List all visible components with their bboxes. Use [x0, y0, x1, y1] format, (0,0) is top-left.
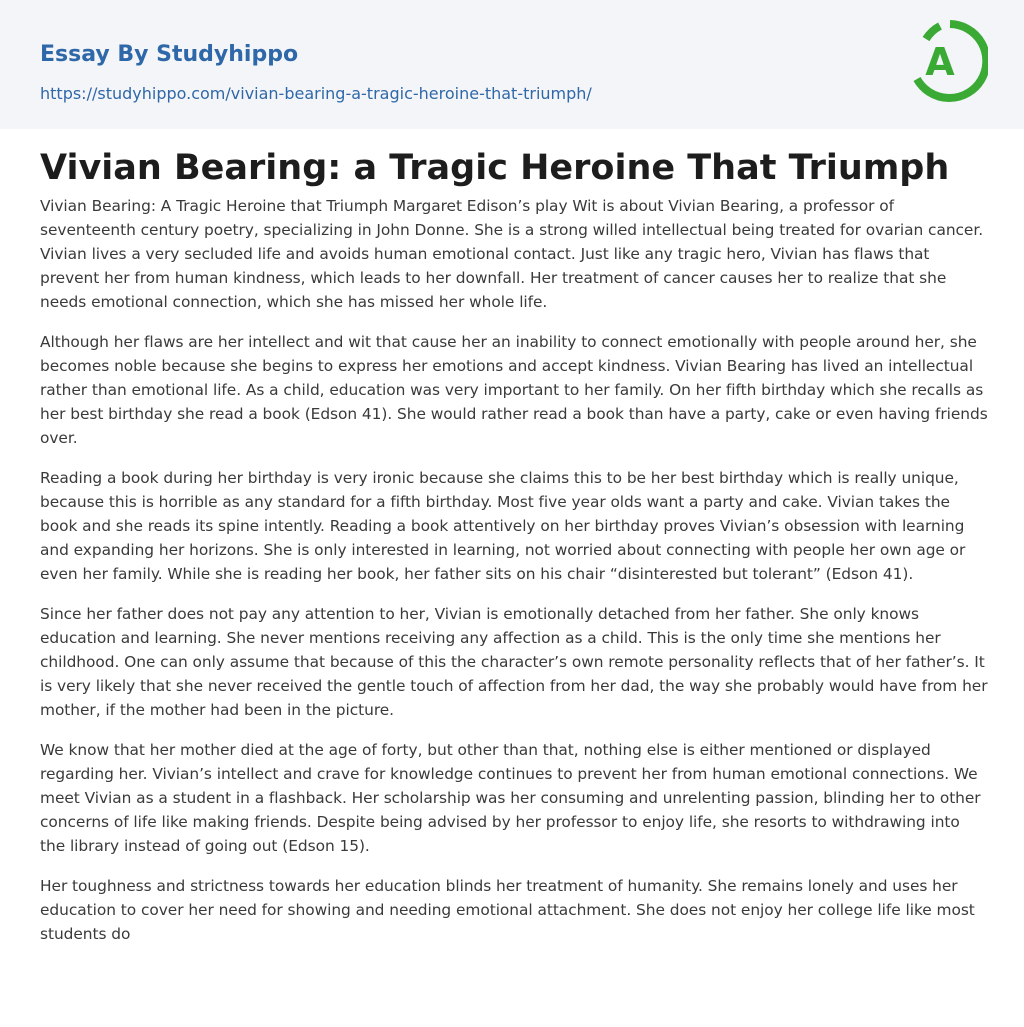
article-paragraph: Although her flaws are her intellect and wit that cause her an inability to connect emotionally with people around her, she becomes noble because she begins to express her emotions and accept kindness. Vivian Bearing has lived an intellectual rather than emotional life. As a child, education was very important to her family. On her fifth birthday which she recalls as her best birthday she read a book (Edson 41). She would rather read a book than have a party, cake or even having friends over.: [40, 333, 988, 447]
article-paragraph: Reading a book during her birthday is very ironic because she claims this to be her best birthday which is really unique, because this is horrible as any standard for a fifth birthday. Most five year olds want a party and cake. Vivian takes the book and she reads its spine intently. Reading a book attentively on her birthday proves Vivian’s obsession with learning and expanding her horizons. She is only interested in learning, not worried about connecting with people her own age or even her family. While she is reading her book, her father sits on his chair “disinterested but tolerant” (Edson 41).: [40, 469, 966, 583]
page-url-link[interactable]: https://studyhippo.com/vivian-bearing-a-tragic-heroine-that-triumph/: [40, 84, 592, 103]
site-brand[interactable]: Essay By Studyhippo: [40, 42, 299, 67]
article-paragraph: We know that her mother died at the age of forty, but other than that, nothing else is either mentioned or displayed regarding her. Vivian’s intellect and crave for knowledge continues to prevent her from human emotional connections. We meet Vivian as a student in a flashback. Her scholarship was her consuming and unrelenting passion, blinding her to other concerns of life like making friends. Despite being advised by her professor to enjoy life, she resorts to withdrawing into the library instead of going out (Edson 15).: [40, 741, 981, 855]
studyhippo-logo-icon[interactable]: [912, 19, 988, 105]
article-title: Vivian Bearing: a Tragic Heroine That Triumph: [40, 148, 950, 188]
logo-letter: A: [925, 40, 955, 84]
article-paragraph: Her toughness and strictness towards her education blinds her treatment of humanity. She remains lonely and uses her education to cover her need for showing and needing emotional attachment. She does not enjoy her college life like most students do: [40, 877, 975, 943]
article-body: [40, 194, 988, 962]
article-paragraph: Since her father does not pay any attention to her, Vivian is emotionally detached from her father. She only knows education and learning. She never mentions receiving any affection as a child. This is the only time she mentions her childhood. One can only assume that because of this the character’s own remote personality reflects that of her father’s. It is very likely that she never received the gentle touch of affection from her dad, the way she probably would have from her mother, if the mother had been in the picture.: [40, 605, 988, 719]
site-header: [0, 0, 1024, 129]
article-paragraph: Vivian Bearing: A Tragic Heroine that Triumph Margaret Edison’s play Wit is about Vivian Bearing, a professor of seventeenth century poetry, specializing in John Donne. She is a strong willed intellectual being treated for ovarian cancer. Vivian lives a very secluded life and avoids human emotional contact. Just like any tragic hero, Vivian has flaws that prevent her from human kindness, which leads to her downfall. Her treatment of cancer causes her to realize that she needs emotional connection, which she has missed her whole life.: [40, 197, 984, 311]
